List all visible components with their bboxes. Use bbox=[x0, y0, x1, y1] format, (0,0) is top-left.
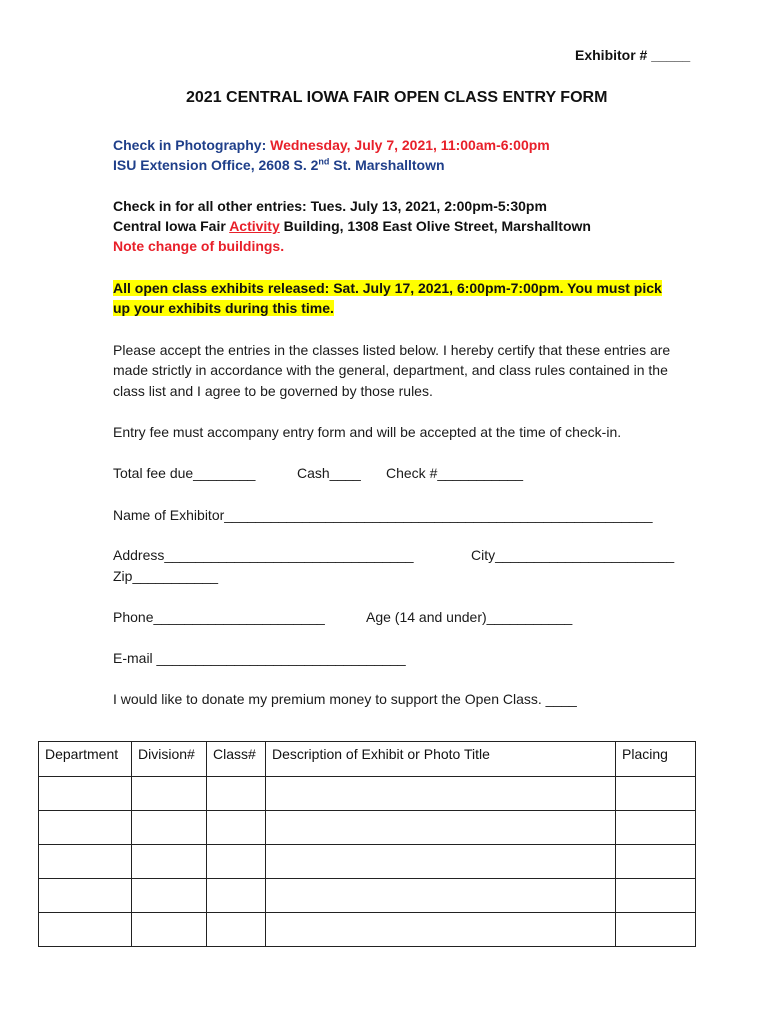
photo-location-sup: nd bbox=[318, 156, 330, 167]
phone-field[interactable]: Phone______________________ bbox=[113, 609, 325, 625]
division-cell[interactable] bbox=[132, 845, 207, 879]
check-number-field[interactable]: Check #___________ bbox=[386, 465, 524, 481]
release-line-1 bbox=[113, 280, 662, 296]
zip-field[interactable]: Zip___________ bbox=[113, 568, 219, 584]
division-cell[interactable] bbox=[132, 777, 207, 811]
table-header-row bbox=[39, 742, 696, 777]
total-fee-field[interactable]: Total fee due________ bbox=[113, 465, 256, 481]
entry-table bbox=[38, 741, 696, 947]
department-cell[interactable] bbox=[39, 777, 132, 811]
division-cell[interactable] bbox=[132, 879, 207, 913]
cash-field[interactable]: Cash____ bbox=[297, 465, 361, 481]
fee-note: Entry fee must accompany entry form and will be accepted at the time of check-in. bbox=[113, 424, 622, 440]
photo-location-pre: ISU Extension Office, 2608 S. 2 bbox=[113, 157, 319, 173]
other-location-post: Building, 1308 East Olive Street, Marshalltown bbox=[279, 218, 591, 234]
placing-cell[interactable] bbox=[616, 845, 696, 879]
table-row bbox=[39, 777, 696, 811]
age-field[interactable]: Age (14 and under)___________ bbox=[366, 609, 573, 625]
header-division: Division# bbox=[132, 742, 207, 777]
photo-checkin-label: Check in Photography: bbox=[113, 137, 267, 153]
description-cell[interactable] bbox=[266, 777, 616, 811]
class-cell[interactable] bbox=[207, 845, 266, 879]
department-cell[interactable] bbox=[39, 845, 132, 879]
placing-cell[interactable] bbox=[616, 879, 696, 913]
building-change-note: Note change of buildings. bbox=[113, 238, 285, 254]
activity-building-link[interactable]: Activity bbox=[229, 218, 280, 234]
page-title: 2021 CENTRAL IOWA FAIR OPEN CLASS ENTRY FORM bbox=[186, 89, 608, 106]
donate-line[interactable]: I would like to donate my premium money to support the Open Class. ____ bbox=[113, 691, 577, 707]
photo-location-post: St. Marshalltown bbox=[329, 157, 445, 173]
department-cell[interactable] bbox=[39, 811, 132, 845]
table-row bbox=[39, 845, 696, 879]
release-highlight-1: All open class exhibits released: Sat. July 17, 2021, 6:00pm-7:00pm. You must pick bbox=[113, 280, 662, 296]
address-field[interactable]: Address________________________________ bbox=[113, 547, 414, 563]
department-cell[interactable] bbox=[39, 913, 132, 947]
class-cell[interactable] bbox=[207, 811, 266, 845]
city-field[interactable]: City_______________________ bbox=[471, 547, 675, 563]
certify-line-2: made strictly in accordance with the general, department, and class rules contained in the bbox=[113, 362, 668, 378]
other-checkin-location bbox=[113, 218, 591, 234]
description-cell[interactable] bbox=[266, 913, 616, 947]
photo-checkin-time: Wednesday, July 7, 2021, 11:00am-6:00pm bbox=[270, 137, 550, 153]
placing-cell[interactable] bbox=[616, 777, 696, 811]
description-cell[interactable] bbox=[266, 879, 616, 913]
exhibitor-name-field[interactable]: Name of Exhibitor_______________________________________________________ bbox=[113, 507, 653, 523]
header-placing: Placing bbox=[616, 742, 696, 777]
header-class: Class# bbox=[207, 742, 266, 777]
other-checkin-line: Check in for all other entries: Tues. July 13, 2021, 2:00pm-5:30pm bbox=[113, 198, 547, 214]
placing-cell[interactable] bbox=[616, 811, 696, 845]
release-highlight-2: up your exhibits during this time. bbox=[113, 300, 334, 316]
email-field[interactable]: E-mail ________________________________ bbox=[113, 650, 406, 666]
exhibitor-number-field[interactable]: Exhibitor # _____ bbox=[575, 47, 691, 63]
division-cell[interactable] bbox=[132, 811, 207, 845]
class-cell[interactable] bbox=[207, 879, 266, 913]
description-cell[interactable] bbox=[266, 845, 616, 879]
placing-cell[interactable] bbox=[616, 913, 696, 947]
header-department: Department bbox=[39, 742, 132, 777]
release-line-2 bbox=[113, 300, 334, 316]
class-cell[interactable] bbox=[207, 913, 266, 947]
description-cell[interactable] bbox=[266, 811, 616, 845]
department-cell[interactable] bbox=[39, 879, 132, 913]
photo-checkin-line bbox=[113, 137, 550, 153]
certify-line-3: class list and I agree to be governed by those rules. bbox=[113, 383, 433, 399]
table-row bbox=[39, 913, 696, 947]
table-row bbox=[39, 879, 696, 913]
photo-checkin-location bbox=[113, 157, 445, 173]
class-cell[interactable] bbox=[207, 777, 266, 811]
other-location-pre: Central Iowa Fair bbox=[113, 218, 230, 234]
certify-line-1: Please accept the entries in the classes listed below. I hereby certify that these entries are bbox=[113, 342, 671, 358]
division-cell[interactable] bbox=[132, 913, 207, 947]
table-row bbox=[39, 811, 696, 845]
header-description: Description of Exhibit or Photo Title bbox=[266, 742, 616, 777]
